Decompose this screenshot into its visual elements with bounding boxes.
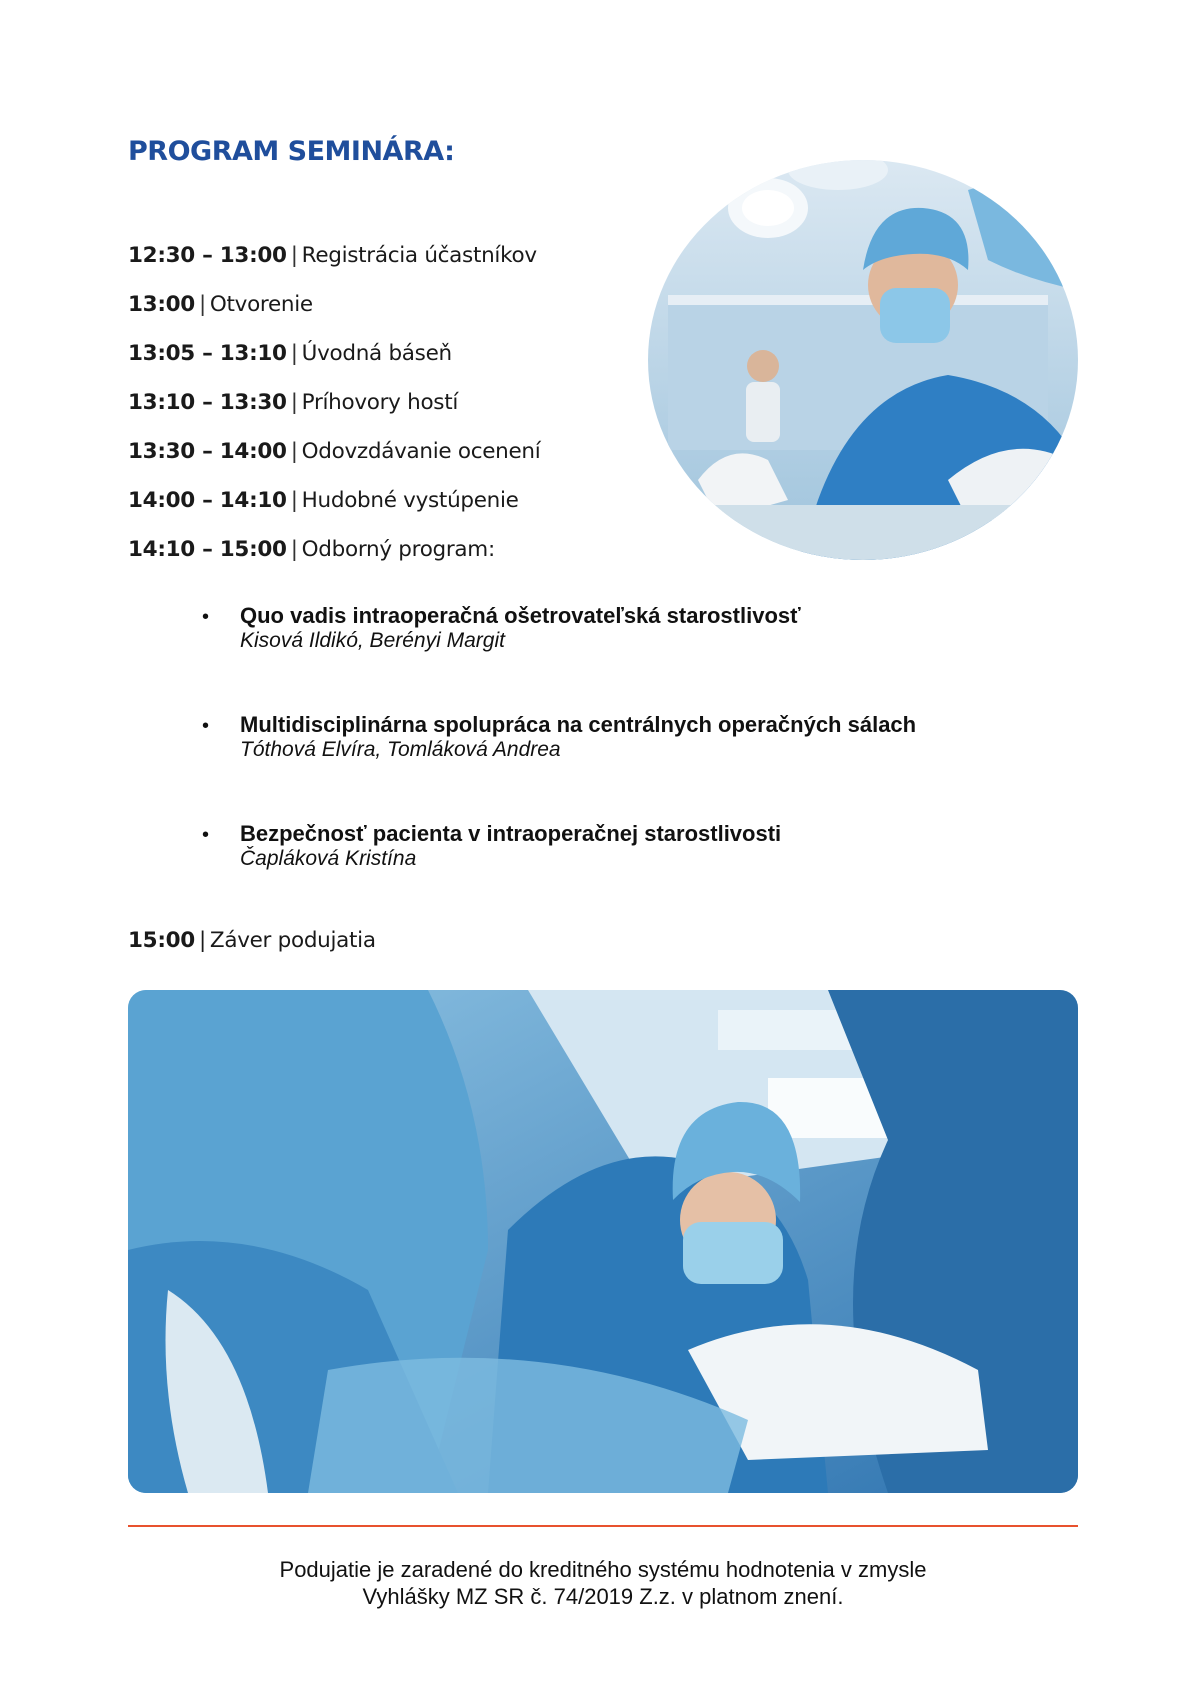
footer-note [128, 1556, 1078, 1610]
schedule-label: Otvorenie [209, 292, 313, 317]
schedule-label: Odovzdávanie ocenení [301, 439, 541, 464]
separator: | [290, 390, 298, 415]
footer-line: Vyhlášky MZ SR č. 74/2019 Z.z. v platnom znení. [362, 1584, 844, 1609]
schedule-label: Úvodná báseň [301, 341, 452, 366]
closing-time: 15:00 [128, 928, 195, 953]
talk-title: Multidisciplinárna spolupráca na centrálnych operačných sálach [240, 712, 917, 737]
talk-authors: Čapláková Kristína [240, 847, 417, 870]
schedule-time: 13:00 [128, 292, 195, 317]
schedule-label: Príhovory hostí [301, 390, 458, 415]
bullet: • [202, 606, 210, 628]
schedule-time: 13:30 – 14:00 [128, 439, 287, 464]
schedule-item [128, 537, 540, 586]
separator: | [290, 243, 298, 268]
separator: | [198, 292, 206, 317]
schedule-time: 13:10 – 13:30 [128, 390, 287, 415]
separator: | [290, 439, 298, 464]
closing-item [128, 928, 376, 953]
footer-line: Podujatie je zaradené do kreditného systému hodnotenia v zmysle [279, 1557, 927, 1582]
schedule-time: 14:00 – 14:10 [128, 488, 287, 513]
divider-rule [128, 1525, 1078, 1527]
schedule-item [128, 390, 540, 439]
bullet: • [202, 824, 210, 846]
separator: | [290, 537, 298, 562]
schedule-item [128, 439, 540, 488]
talk-authors: Tóthová Elvíra, Tomláková Andrea [240, 738, 561, 761]
schedule-item [128, 292, 540, 341]
schedule-item [128, 488, 540, 537]
schedule-item [128, 341, 540, 390]
surgeon-circle-photo [648, 160, 1078, 560]
operating-room-photo [128, 990, 1078, 1493]
bullet: • [202, 715, 210, 737]
schedule-time: 13:05 – 13:10 [128, 341, 287, 366]
schedule-label: Hudobné vystúpenie [301, 488, 519, 513]
page-title: PROGRAM SEMINÁRA: [128, 136, 455, 167]
closing-label: Záver podujatia [209, 928, 376, 953]
schedule-label: Odborný program: [301, 537, 495, 562]
talk-authors: Kisová Ildikó, Berényi Margit [240, 629, 505, 652]
schedule-label: Registrácia účastníkov [301, 243, 537, 268]
schedule-item [128, 243, 540, 292]
talk-title: Bezpečnosť pacienta v intraoperačnej starostlivosti [240, 821, 782, 846]
talk-title: Quo vadis intraoperačná ošetrovateľská starostlivosť [240, 603, 801, 628]
schedule-time: 12:30 – 13:00 [128, 243, 287, 268]
separator: | [290, 488, 298, 513]
separator: | [198, 928, 206, 953]
schedule-time: 14:10 – 15:00 [128, 537, 287, 562]
separator: | [290, 341, 298, 366]
schedule-list [128, 243, 540, 586]
